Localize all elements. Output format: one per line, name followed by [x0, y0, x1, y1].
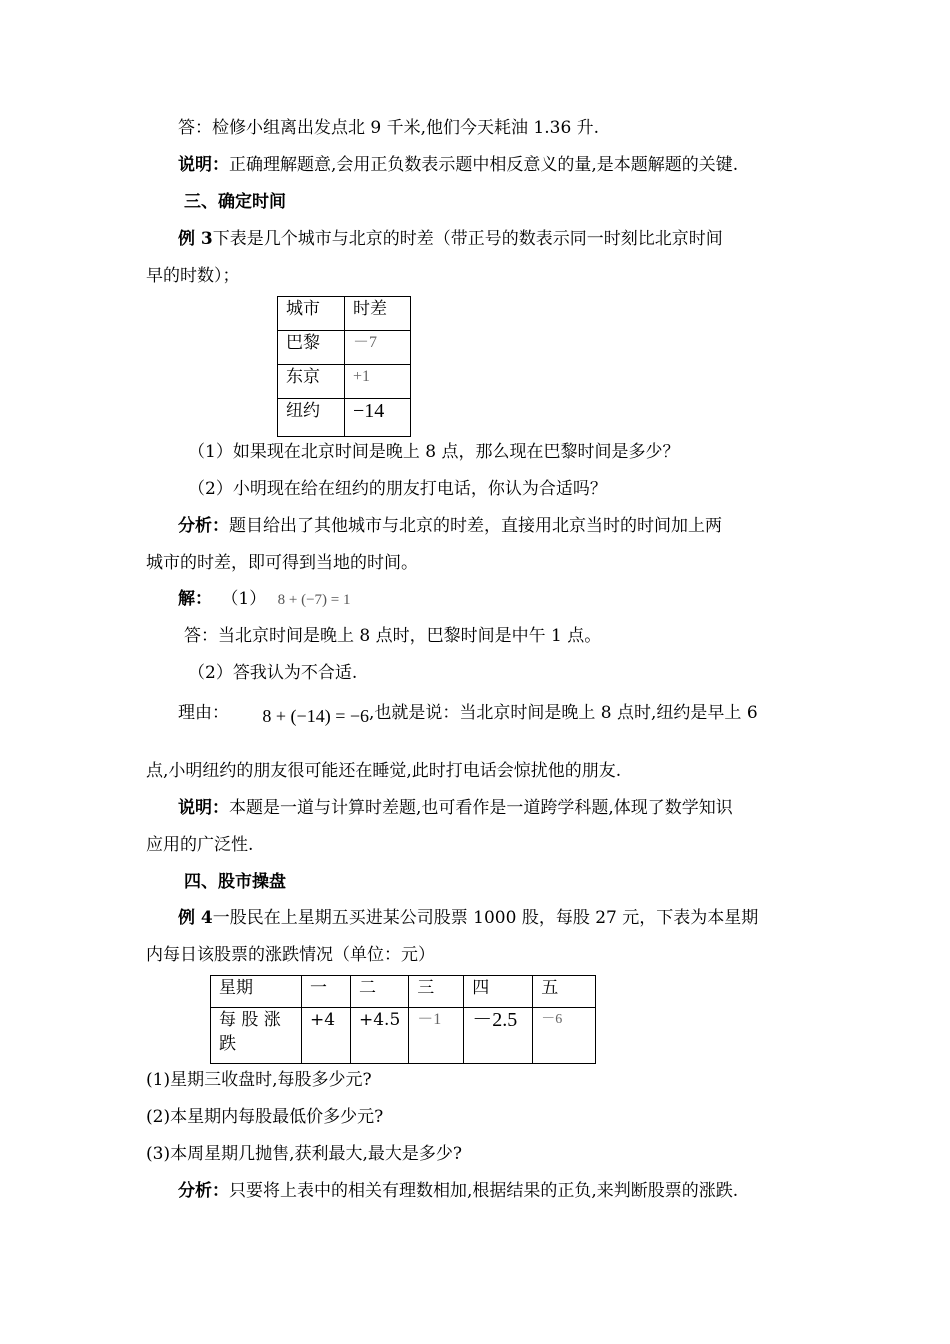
table-cell-value: －2.5 — [464, 1008, 533, 1064]
table-cell-value: +4.5 — [351, 1008, 409, 1064]
table-cell-city: 巴黎 — [278, 331, 345, 365]
analysis-label: 分析： — [178, 1181, 229, 1201]
example-3-line-1 — [178, 227, 723, 251]
solution-part: （1） — [221, 589, 267, 609]
analysis-text: 只要将上表中的相关有理数相加,根据结果的正负,来判断股票的涨跌. — [229, 1181, 739, 1201]
table-header-row — [211, 976, 596, 1008]
note-label: 说明： — [178, 155, 229, 175]
analysis-2 — [178, 1179, 738, 1203]
table-cell-diff: −14 — [345, 399, 411, 437]
table-cell-city: 东京 — [278, 365, 345, 399]
table-cell-diff: +1 — [345, 365, 411, 399]
example-label: 例 3 — [178, 229, 213, 249]
example-3-text: 下表是几个城市与北京的时差（带正号的数表示同一时刻比北京时间 — [212, 229, 723, 249]
section-heading-4: 四、股市操盘 — [184, 872, 286, 892]
table-row-label — [211, 1008, 302, 1064]
note-text: 正确理解题意,会用正负数表示题中相反意义的量,是本题解题的关键. — [229, 155, 739, 175]
note-paragraph-1 — [178, 153, 738, 177]
solution-label: 解： — [178, 589, 212, 609]
analysis-label: 分析： — [178, 516, 229, 536]
question-1: （1）如果现在北京时间是晚上 8 点，那么现在巴黎时间是多少？ — [188, 442, 680, 462]
table-header-cell: 城市 — [278, 297, 345, 331]
table-row — [278, 365, 411, 399]
table-header-cell: 四 — [464, 976, 533, 1008]
table-header-cell: 二 — [351, 976, 409, 1008]
example-4-line-1 — [178, 906, 758, 930]
note-label: 说明： — [178, 798, 229, 818]
table-row — [278, 399, 411, 437]
sub-question-1: (1)星期三收盘时,每股多少元? — [146, 1070, 372, 1090]
table-cell-diff: －7 — [345, 331, 411, 365]
reason-line-1 — [178, 700, 758, 725]
note-paragraph-2-line-2: 应用的广泛性. — [146, 835, 254, 855]
analysis-1-line-1 — [178, 514, 722, 538]
table-cell-value: －1 — [409, 1008, 464, 1064]
table-header-row — [278, 297, 411, 331]
question-2: （2）小明现在给在纽约的朋友打电话，你认为合适吗？ — [188, 479, 607, 499]
table-cell-city: 纽约 — [278, 399, 345, 437]
stock-change-table — [210, 975, 596, 1064]
reason-label: 理由： — [178, 703, 229, 723]
example-label: 例 4 — [178, 908, 213, 928]
table-header-cell: 一 — [302, 976, 351, 1008]
table-header-cell: 三 — [409, 976, 464, 1008]
sub-question-2: (2)本星期内每股最低价多少元? — [146, 1107, 384, 1127]
table-cell-value: +4 — [302, 1008, 351, 1064]
solution-formula: 8 + (−7) = 1 — [277, 592, 351, 608]
sub-question-3: (3)本周星期几抛售,获利最大,最大是多少? — [146, 1144, 463, 1164]
solution-line — [178, 587, 351, 612]
row-label-line-2: 跌 — [219, 1034, 236, 1054]
note-text: 本题是一道与计算时差题,也可看作是一道跨学科题,体现了数学知识 — [229, 798, 733, 818]
table-row — [211, 1008, 596, 1064]
answer-line-1: 答：检修小组离出发点北 9 千米,他们今天耗油 1.36 升. — [178, 118, 600, 138]
reason-text: ,也就是说：当北京时间是晚上 8 点时,纽约是早上 6 — [369, 703, 758, 723]
example-4-text: 一股民在上星期五买进某公司股票 1000 股，每股 27 元，下表为本星期 — [212, 908, 759, 928]
example-4-line-2: 内每日该股票的涨跌情况（单位：元） — [146, 945, 435, 965]
time-difference-table — [277, 296, 411, 437]
answer-line-3: （2）答我认为不合适. — [188, 663, 358, 683]
table-header-cell: 五 — [533, 976, 596, 1008]
reason-line-2: 点,小明纽约的朋友很可能还在睡觉,此时打电话会惊扰他的朋友. — [146, 761, 622, 781]
analysis-text: 题目给出了其他城市与北京的时差，直接用北京当时的时间加上两 — [229, 516, 722, 536]
row-label-line-1: 每 股 涨 — [219, 1010, 281, 1030]
table-header-cell: 星期 — [211, 976, 302, 1008]
analysis-1-line-2: 城市的时差，即可得到当地的时间。 — [146, 553, 418, 573]
table-cell-value: －6 — [533, 1008, 596, 1064]
note-paragraph-2 — [178, 796, 733, 820]
reason-formula: 8 + (−14) = −6 — [262, 706, 369, 726]
table-header-cell: 时差 — [345, 297, 411, 331]
example-3-line-2: 早的时数）； — [146, 266, 240, 286]
section-heading-3: 三、确定时间 — [184, 192, 286, 212]
table-row — [278, 331, 411, 365]
answer-line-2: 答：当北京时间是晚上 8 点时，巴黎时间是中午 1 点。 — [184, 626, 602, 646]
